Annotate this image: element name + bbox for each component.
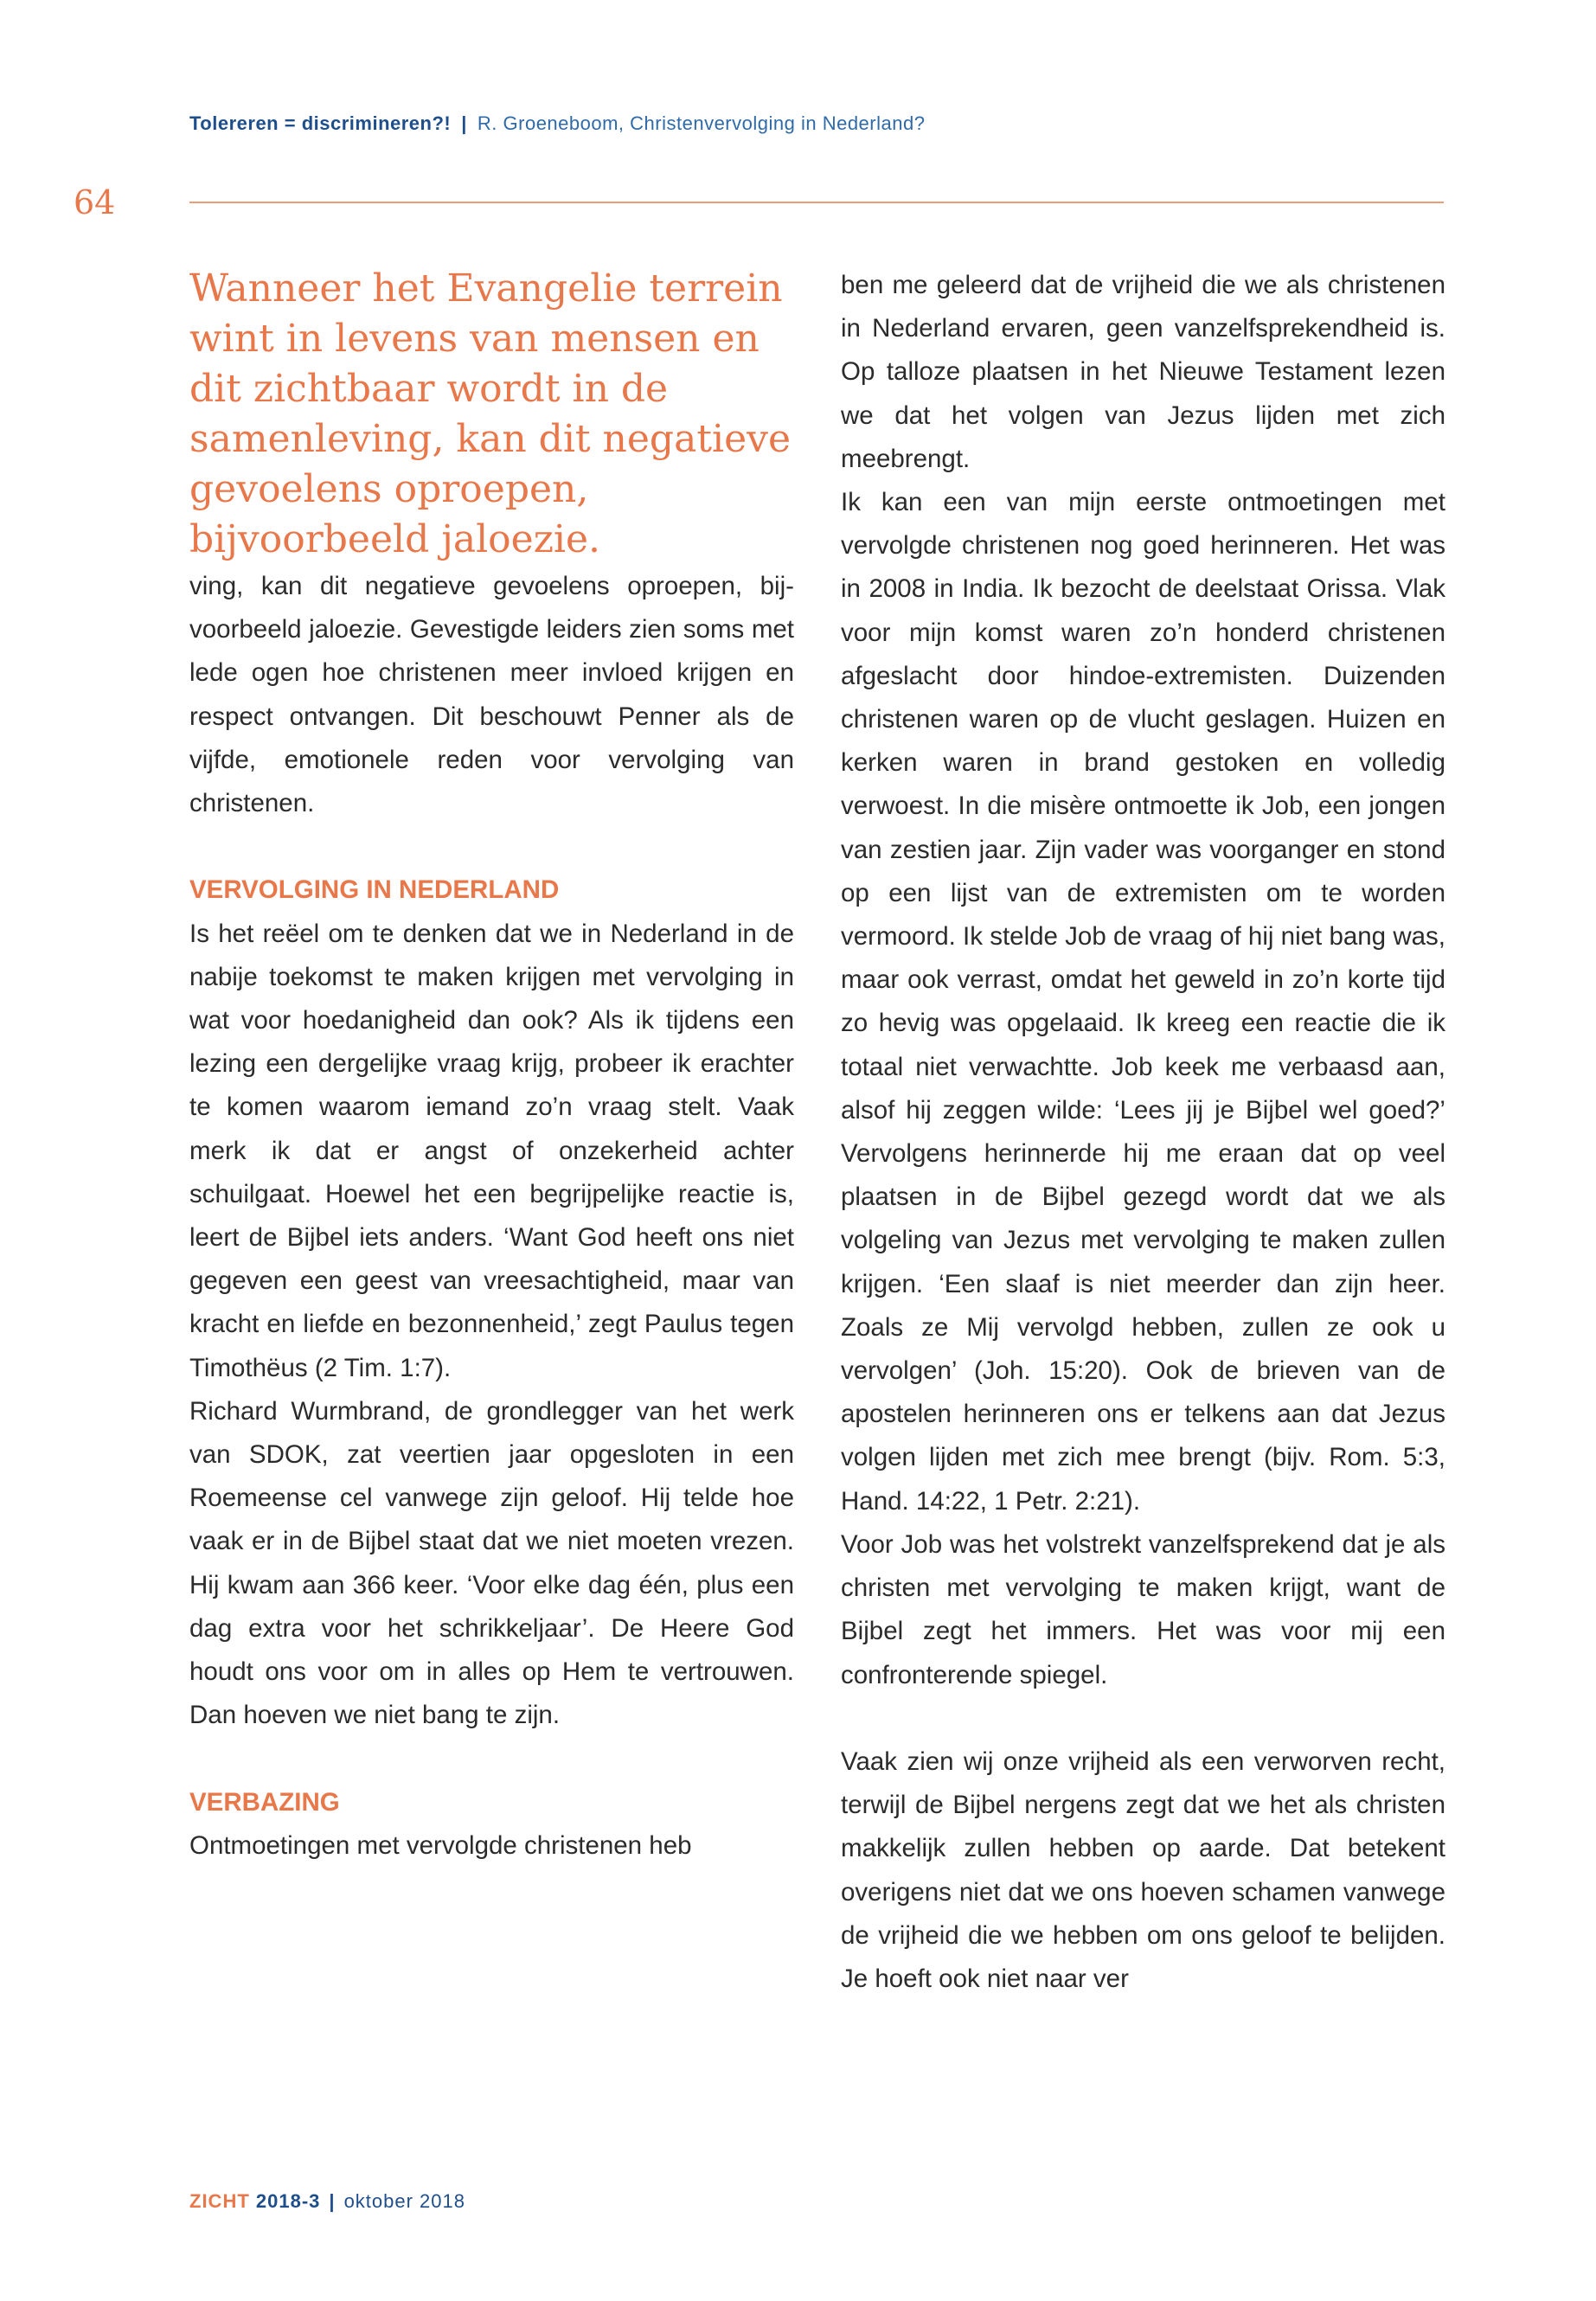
body-paragraph: Is het reëel om te denken dat we in Nederland in de nabije toekomst te maken krijgen met vervolging in wat voor hoedanigheid dan ook? Als ik tijdens een lezing een dergelijke vraag krijg, probeer ik erachter te komen waarom iemand zo’n vraag stelt. Vaak merk ik dat er angst of onzekerheid achter schuilgaat. Hoewel het een begrijpelijke reactie is, leert de Bijbel iets anders. ‘Want God heeft ons niet gegeven een geest van vreesachtigheid, maar van kracht en liefde en bezonnenheid,’ zegt Paulus tegen Timothëus (2 Tim. 1:7). [189,919,794,1382]
running-footer [189,2190,465,2213]
pull-quote: Wanneer het Evangelie terrein wint in levens van mensen en dit zichtbaar wordt in de samenleving, kan dit negatieve gevoelens oproepen, bijvoorbeeld jaloezie. [189,266,792,561]
left-column [189,264,794,1868]
paragraph-gap [189,1737,794,1780]
section-heading-vervolging: VERVOLGING IN NEDERLAND [189,875,560,905]
section-heading-verbazing: VERBAZING [189,1787,340,1817]
paragraph-gap [189,825,794,868]
body-paragraph: ving, kan dit negatieve gevoelens oproepen, bijvoorbeeld jaloezie. Gevestigde leiders zien soms met lede ogen hoe christenen meer invloed krijgen en respect ontvangen. Dit beschouwt Penner als de vijfde, emotionele reden voor vervolging van christenen. [189,572,794,818]
footer-issue: 2018-3 [255,2190,321,2212]
body-paragraph: ben me geleerd dat de vrijheid die we als christenen in Nederland ervaren, geen vanzelfsprekendheid is. Op talloze plaatsen in het Nieuwe Testament lezen we dat het volgen van Jezus lijden met zich meebrengt. [841,271,1445,473]
paragraph-gap [841,1697,1445,1740]
right-column [841,264,1445,2001]
body-paragraph: Vaak zien wij onze vrijheid als een verworven recht, terwijl de Bijbel nergens zegt dat we het als christen makkelijk zullen hebben op aarde. Dat betekent overigens niet dat we ons hoeven schamen vanwege de vrijheid die we hebben om ons geloof te belijden. Je hoeft ook niet naar ver [841,1747,1445,1993]
header-author-title: R. Groeneboom, Christenvervolging in Nederland? [477,112,926,134]
body-paragraph: Voor Job was het volstrekt vanzelfsprekend dat je als christen met vervolging te maken krijgt, want de Bijbel zegt het immers. Het was voor mij een confronterende spiegel. [841,1529,1445,1689]
footer-separator: | [329,2190,336,2212]
body-paragraph: Richard Wurmbrand, de grondlegger van het werk van SDOK, zat veertien jaar opgesloten in een Roemeense cel vanwege zijn geloof. Hij telde hoe vaak er in de Bijbel staat dat we niet moeten vrezen. Hij kwam aan 366 keer. ‘Voor elke dag één, plus een dag extra voor het schrikkeljaar’. De Heere God houdt ons voor om in alles op Hem te vertrouwen. Dan hoeven we niet bang te zijn. [189,1396,794,1730]
page-number: 64 [74,183,116,221]
running-header [189,112,1444,135]
footer-date: oktober 2018 [343,2190,465,2212]
footer-magazine: ZICHT [189,2190,250,2212]
header-series-title: Tolereren = discrimineren?! [189,112,452,134]
body-paragraph: Ontmoetingen met vervolgde christenen heb [189,1830,692,1860]
header-separator: | [461,112,467,134]
header-divider [189,202,1444,203]
body-paragraph: Ik kan een van mijn eerste ontmoetingen met vervolgde christenen nog goed herinneren. Het was in 2008 in India. Ik bezocht de deelstaat Orissa. Vlak voor mijn komst waren zo’n honderd christenen afgeslacht door hindoe-extremisten. Duizenden christenen waren op de vlucht geslagen. Huizen en kerken waren in brand gestoken en volledig verwoest. In die misère ontmoette ik Job, een jongen van zestien jaar. Zijn vader was voorganger en stond op een lijst van de extremisten om te worden vermoord. Ik stelde Job de vraag of hij niet bang was, maar ook verrast, omdat het geweld in zo’n korte tijd zo hevig was opgelaaid. Ik kreeg een reactie die ik totaal niet verwachtte. Job keek me verbaasd aan, alsof hij zeggen wilde: ‘Lees jij je Bijbel wel goed?’ Vervolgens herinnerde hij me eraan dat op veel plaatsen in de Bijbel gezegd wordt dat we als volgeling van Jezus met vervolging te maken zullen krijgen. ‘Een slaaf is niet meerder dan zijn heer. Zoals ze Mij vervolgd hebben, zullen ze ook u vervolgen’ (Joh. 15:20). Ook de brieven van de apostelen herinneren ons er telkens aan dat Jezus volgen lijden met zich mee brengt (bijv. Rom. 5:3, Hand. 14:22, 1 Petr. 2:21). [841,488,1445,1516]
